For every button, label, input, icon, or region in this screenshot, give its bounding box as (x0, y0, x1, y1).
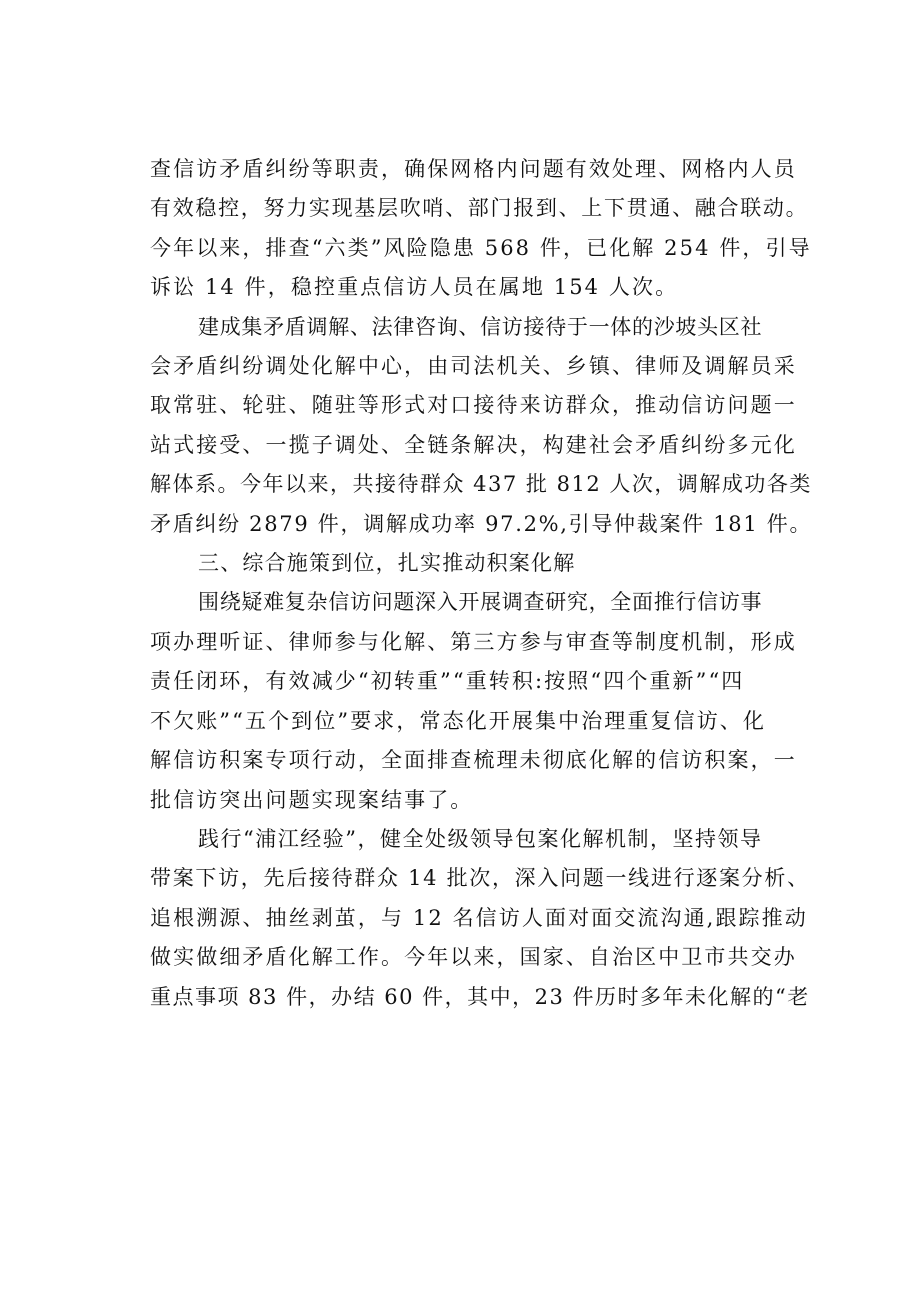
text-line: 今年以来，排查“六类”风险隐患 568 件，已化解 254 件，引导 (150, 235, 812, 260)
text-line: 项办理听证、律师参与化解、第三方参与审查等制度机制，形成 (150, 629, 797, 654)
text-line: 责任闭环，有效减少“初转重”“重转积:按照“四个重新”“四 (150, 669, 745, 694)
text-line: 解体系。今年以来，共接待群众 437 批 812 人次，调解成功各类 (150, 472, 812, 497)
paragraph-grid-management (150, 150, 810, 308)
text-line: 不欠账”“五个到位”要求，常态化开展集中治理重复信访、化 (150, 708, 767, 733)
text-line: 矛盾纠纷 2879 件，调解成功率 97.2%,引导仲裁案件 181 件。 (150, 511, 813, 536)
text-line: 解信访积案专项行动，全面排查梳理未彻底化解的信访积案，一 (150, 748, 797, 773)
text-line: 围绕疑难复杂信访问题深入开展调查研究，全面推行信访事 (198, 590, 763, 615)
text-line: 建成集矛盾调解、法律咨询、信访接待于一体的沙坡头区社 (198, 314, 763, 339)
paragraph-pujiang-experience (150, 820, 810, 1017)
text-line: 诉讼 14 件，稳控重点信访人员在属地 154 人次。 (150, 275, 679, 300)
text-line: 站式接受、一揽子调处、全链条解决，构建社会矛盾纠纷多元化 (150, 432, 797, 457)
text-line: 会矛盾纠纷调处化解中心，由司法机关、乡镇、律师及调解员采 (150, 354, 797, 379)
text-line: 取常驻、轮驻、随驻等形式对口接待来访群众，推动信访问题一 (150, 393, 797, 418)
text-line: 批信访突出问题实现案结事了。 (150, 787, 474, 812)
document-body (150, 150, 813, 1017)
text-line: 重点事项 83 件，办结 60 件，其中，23 件历时多年未化解的“老 (150, 984, 810, 1009)
paragraph-mediation-center (150, 308, 813, 544)
text-line: 做实做细矛盾化解工作。今年以来，国家、自治区中卫市共交办 (150, 945, 797, 970)
text-line: 带案下访，先后接待群众 14 批次，深入问题一线进行逐案分析、 (150, 866, 810, 891)
text-line: 追根溯源、抽丝剥茧，与 12 名信访人面对面交流沟通,跟踪推动 (150, 905, 808, 930)
section-heading: 三、综合施策到位，扎实推动积案化解 (198, 551, 576, 576)
paragraph-difficult-cases (150, 583, 810, 819)
text-line: 查信访矛盾纠纷等职责，确保网格内问题有效处理、网格内人员 (150, 157, 797, 181)
text-line: 践行“浦江经验”，健全处级领导包案化解机制，坚持领导 (198, 826, 763, 851)
text-line: 有效稳控，努力实现基层吹哨、部门报到、上下贯通、融合联动。 (150, 196, 809, 221)
